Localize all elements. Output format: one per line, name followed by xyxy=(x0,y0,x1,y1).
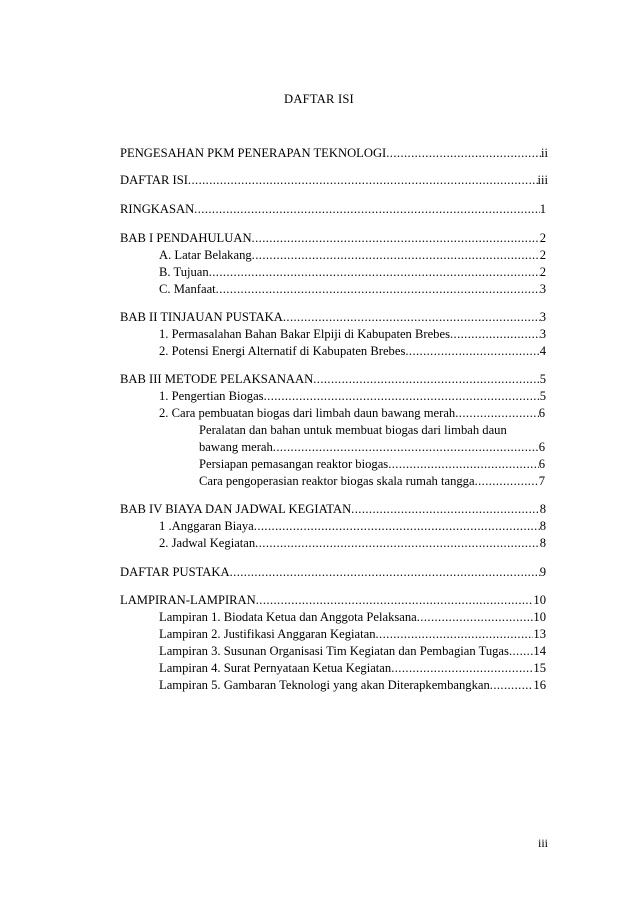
toc-entry-page: 10 xyxy=(533,610,546,624)
toc-entry xyxy=(120,201,546,217)
toc-entry-label: BAB III METODE PELAKSANAAN xyxy=(120,372,314,386)
toc-entry-page: 15 xyxy=(533,661,546,675)
toc-entry-page: 16 xyxy=(533,678,546,692)
toc-entry xyxy=(159,677,546,693)
toc-entry-label: Lampiran 5. Gambaran Teknologi yang akan Diterapkembangkan xyxy=(159,678,490,692)
toc-entry xyxy=(199,473,545,489)
toc-entry-page: ii xyxy=(541,146,548,160)
toc-entry-label: A. Latar Belakang xyxy=(159,248,252,262)
toc-entry-label: PENGESAHAN PKM PENERAPAN TEKNOLOGI xyxy=(120,146,387,160)
toc-entry-label: C. Manfaat xyxy=(159,282,216,296)
toc-entry xyxy=(120,172,548,188)
toc-entry xyxy=(159,643,546,659)
toc-entry-page: 5 xyxy=(539,372,546,386)
toc-entry-page: 3 xyxy=(539,327,546,341)
toc-entry xyxy=(159,405,545,421)
toc-entry xyxy=(159,626,546,642)
toc-entry-label: 2. Jadwal Kegiatan xyxy=(159,536,256,550)
toc-entry xyxy=(159,326,546,342)
toc-entry-label: RINGKASAN xyxy=(120,202,195,216)
toc-entry xyxy=(159,518,546,534)
toc-entry-page: 2 xyxy=(539,265,546,279)
toc-entry xyxy=(159,264,546,280)
toc-entry xyxy=(159,281,546,297)
toc-entry-page: 2 xyxy=(539,231,546,245)
toc-entry-page: 2 xyxy=(539,248,546,262)
toc-entry xyxy=(159,247,546,263)
toc-entry-page: 3 xyxy=(539,310,546,324)
toc-entry-label: 2. Cara pembuatan biogas dari limbah daun bawang merah xyxy=(159,406,456,420)
toc-entry-page: 8 xyxy=(539,519,546,533)
toc-entry xyxy=(120,564,546,580)
toc-entry-page: iii xyxy=(537,173,548,187)
toc-entry-label: B. Tujuan xyxy=(159,265,209,279)
toc-entry xyxy=(199,456,545,472)
toc-entry-label: 2. Potensi Energi Alternatif di Kabupaten Brebes xyxy=(159,344,406,358)
toc-entry-label: DAFTAR ISI xyxy=(120,173,188,187)
toc-entry xyxy=(159,660,546,676)
toc-entry-label: 1. Permasalahan Bahan Bakar Elpiji di Kabupaten Brebes xyxy=(159,327,450,341)
toc-entry-label: Cara pengoperasian reaktor biogas skala rumah tangga xyxy=(199,474,475,488)
toc-entry-page: 10 xyxy=(533,593,546,607)
toc-entry-page: 5 xyxy=(539,389,546,403)
toc-entry-label: Peralatan dan bahan untuk membuat biogas dari limbah daun xyxy=(199,423,507,437)
toc-entry xyxy=(120,309,546,325)
toc-entry xyxy=(120,371,546,387)
toc-entry-page: 8 xyxy=(539,536,546,550)
toc-entry xyxy=(199,422,545,438)
toc-entry xyxy=(120,592,546,608)
toc-entry xyxy=(120,230,546,246)
toc-entry-label: 1 .Anggaran Biaya xyxy=(159,519,254,533)
toc-entry-page: 6 xyxy=(538,440,545,454)
toc-entry xyxy=(159,609,546,625)
toc-entry-label: DAFTAR PUSTAKA xyxy=(120,565,230,579)
toc-entry-page: 9 xyxy=(539,565,546,579)
toc-entry-label: BAB II TINJAUAN PUSTAKA xyxy=(120,310,283,324)
toc-entry-page: 6 xyxy=(538,457,545,471)
toc-entry-label: Lampiran 2. Justifikasi Anggaran Kegiatan xyxy=(159,627,376,641)
page-number: iii xyxy=(538,836,549,850)
toc-entry-page: 3 xyxy=(539,282,546,296)
toc-entry xyxy=(199,439,545,455)
toc-entry xyxy=(120,145,548,161)
page-title: DAFTAR ISI xyxy=(284,92,354,106)
toc-entry-page: 7 xyxy=(538,474,545,488)
toc-entry-label: Lampiran 3. Susunan Organisasi Tim Kegiatan dan Pembagian Tugas xyxy=(159,644,509,658)
toc-entry-label: 1. Pengertian Biogas xyxy=(159,389,264,403)
toc-entry-page: 1 xyxy=(539,202,546,216)
toc-entry-label: BAB IV BIAYA DAN JADWAL KEGIATAN xyxy=(120,502,352,516)
toc-entry-label: LAMPIRAN-LAMPIRAN xyxy=(120,593,256,607)
toc-entry xyxy=(159,535,546,551)
toc-entry-page: 13 xyxy=(533,627,546,641)
toc-entry-label: Lampiran 4. Surat Pernyataan Ketua Kegiatan xyxy=(159,661,392,675)
toc-entry-label: Persiapan pemasangan reaktor biogas xyxy=(199,457,389,471)
toc-entry xyxy=(159,343,546,359)
toc-entry xyxy=(159,388,546,404)
toc-entry-page: 4 xyxy=(539,344,546,358)
toc-entry-page: 6 xyxy=(538,406,545,420)
toc-entry xyxy=(120,501,546,517)
toc-entry-label: bawang merah xyxy=(199,440,273,454)
toc-entry-label: BAB I PENDAHULUAN xyxy=(120,231,252,245)
toc-entry-label: Lampiran 1. Biodata Ketua dan Anggota Pelaksana xyxy=(159,610,417,624)
toc-entry-page: 8 xyxy=(539,502,546,516)
toc-entry-page: 14 xyxy=(533,644,546,658)
